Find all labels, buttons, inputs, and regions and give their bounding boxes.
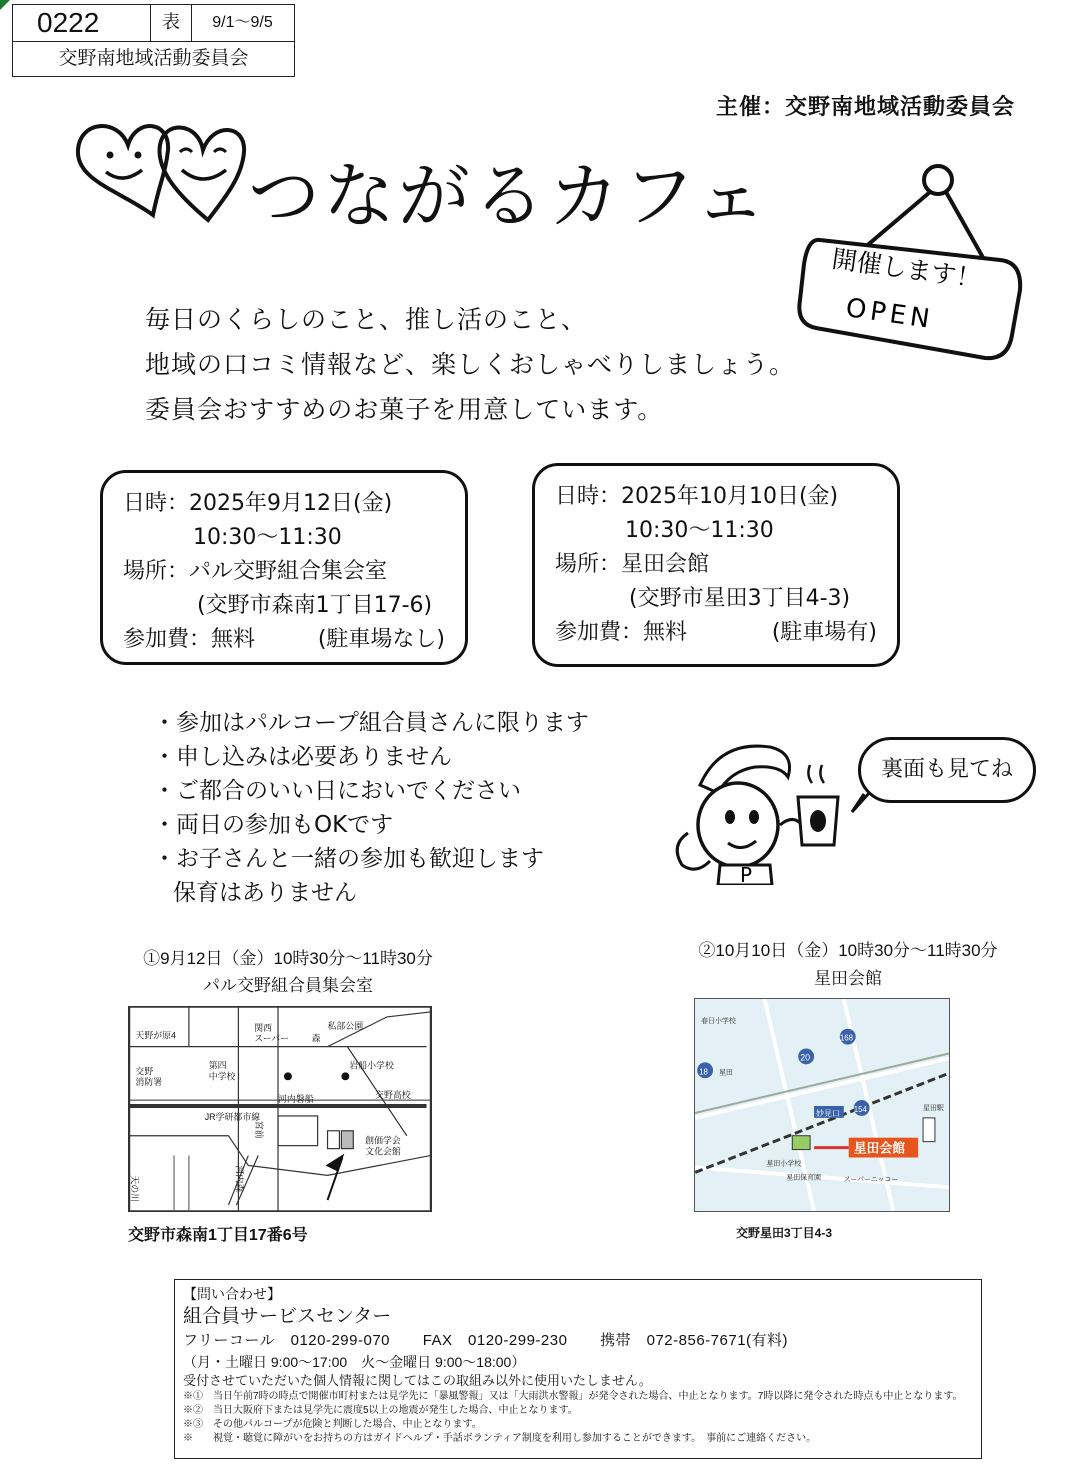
note-item: ・お子さんと一緒の参加も歓迎します <box>153 846 544 872</box>
footnote: ※② 当日大阪府下または見学先に震度5以上の地震が発生した場合、中止となります。 <box>183 1405 578 1416</box>
footnote: ※ 視覚・聴覚に障がいをお持ちの方はガイドヘルプ・手話ボランティア制度を利用し参加することができます。 事前にご連絡ください。 <box>183 1433 817 1444</box>
map2-place-caption: 星田会館 <box>814 969 882 988</box>
map1-label: 宮前 <box>254 1120 265 1139</box>
map2-route: 20 <box>800 1052 811 1063</box>
map2-label: 妙見口 <box>816 1108 840 1118</box>
intro-line-2: 地域の口コミ情報など、楽しくおしゃべりしましょう。 <box>145 350 796 379</box>
map2-address: 交野星田3丁目4-3 <box>735 1226 833 1240</box>
free-call-number: フリーコール 0120-299-070 <box>183 1332 391 1349</box>
header-code-box <box>12 4 295 77</box>
event-box-2 <box>532 463 900 667</box>
right-heart-icon <box>160 128 245 220</box>
event1-place: 場所：パル交野組合集会室 <box>123 559 388 584</box>
contact-center-name: 組合員サービスセンター <box>183 1306 392 1327</box>
map1-date-caption: ①9月12日（金）10時30分～11時30分 <box>143 949 433 968</box>
sign-text-1: 開催します！ <box>830 244 983 294</box>
event1-address: (交野市森南1丁目17-6) <box>197 593 433 618</box>
map1-label: 岩船小学校 <box>349 1060 394 1071</box>
speech-tail <box>846 790 876 816</box>
map2-date-caption: ②10月10日（金）10時30分～11時30分 <box>698 941 998 960</box>
map2-label: 春日小学校 <box>701 1017 736 1025</box>
map1-label: 創価学会 <box>365 1135 401 1146</box>
privacy-notice: 受付させていただいた個人情報に関してはこの取組み以外に使用いたしません。 <box>183 1373 652 1388</box>
committee-name: 交野南地域活動委員会 <box>58 47 249 69</box>
map2-venue-label: 星田会館 <box>853 1140 906 1156</box>
map1-label: 第四 <box>208 1060 227 1071</box>
map2-label: 星田駅 <box>923 1104 944 1112</box>
map1-label: 文化会館 <box>365 1146 401 1157</box>
event2-place: 場所：星田会館 <box>555 552 710 577</box>
event1-fee-row <box>123 623 445 657</box>
contact-phones <box>183 1330 973 1352</box>
event2-time: 10:30～11:30 <box>625 518 774 543</box>
fax-number: FAX 0120-299-230 <box>422 1332 568 1349</box>
svg-text:P: P <box>740 863 753 885</box>
map-1 <box>128 1006 432 1212</box>
footnote: ※① 当日午前7時の時点で開催市町村または見学先に「暴風警報」又は「大雨洪水警報」が発令された場合、中止となります。7時以降に発令された時点も中止となります。 <box>183 1391 963 1402</box>
speech-bubble: 裏面も見てね <box>858 737 1036 803</box>
corner-mark <box>0 0 10 10</box>
map1-label: 私部公園 <box>327 1020 364 1031</box>
left-heart-icon <box>78 126 168 215</box>
map2-label: スーパーニッコー <box>843 1176 899 1184</box>
header-row <box>13 5 294 42</box>
map1-label: 天野が原4 <box>135 1030 177 1041</box>
title: つながるカフェ <box>248 154 770 238</box>
map1-label: 森 <box>311 1033 321 1044</box>
map1-place-caption: パル交野組合員集会室 <box>203 976 373 995</box>
note-item: ・両日の参加もOKです <box>153 812 394 838</box>
map1-label: 中学校 <box>208 1071 236 1082</box>
map1-label: 消防署 <box>135 1077 163 1088</box>
event2-fee: 参加費：無料 <box>555 620 688 645</box>
intro-text <box>145 297 795 432</box>
map2-route: 154 <box>853 1104 867 1114</box>
event2-parking: (駐車場有) <box>771 620 877 645</box>
event2-date: 日時：2025年10月10日(金) <box>555 484 839 509</box>
map1-label: JR学研都市線 <box>204 1111 261 1122</box>
note-item: ・ご都合のいい日においでください <box>153 778 521 804</box>
event2-address: (交野市星田3丁目4-3) <box>629 586 851 611</box>
map1-label: 天の川 <box>129 1175 140 1203</box>
open-sign <box>790 160 1040 370</box>
footnote: ※③ その他パルコープが危険と判断した場合、中止となります。 <box>183 1419 482 1430</box>
contact-hours: （月・土曜日 9:00～17:00 火～金曜日 9:00～18:00） <box>183 1354 526 1370</box>
event2-fee-row <box>555 616 877 650</box>
flyer-code: 0222 <box>13 5 151 41</box>
mascot-character <box>660 735 850 885</box>
note-item: ・申し込みは必要ありません <box>153 744 452 770</box>
flyer-side: 表 <box>151 5 192 41</box>
map1-address: 交野市森南1丁目17番6号 <box>128 1227 308 1244</box>
sign-text-2: OPEN <box>843 293 936 336</box>
map-2 <box>694 998 950 1212</box>
map1-label: スーパー <box>254 1033 290 1044</box>
notes-list <box>153 706 589 910</box>
map1-label: 河内磐船 <box>278 1094 314 1105</box>
intro-line-1: 毎日のくらしのこと、推し活のこと、 <box>145 305 588 334</box>
mobile-number: 携帯 072-856-7671(有料) <box>600 1332 789 1349</box>
intro-line-3: 委員会おすすめのお菓子を用意しています。 <box>145 395 664 424</box>
map2-label: 星田 <box>718 1069 733 1077</box>
contact-box <box>174 1279 982 1459</box>
event1-fee: 参加費：無料 <box>123 627 256 652</box>
map1-label: 河内森 <box>234 1165 245 1193</box>
map2-label: 星田保育園 <box>786 1174 821 1182</box>
map2-label: 星田小学校 <box>766 1160 802 1168</box>
event-box-1 <box>100 470 468 665</box>
map2-route: 18 <box>699 1067 708 1077</box>
map1-label: 関西 <box>254 1022 273 1033</box>
map1-label: 交野高校 <box>375 1090 411 1101</box>
event1-time: 10:30～11:30 <box>193 525 342 550</box>
note-item-continued: 保育はありません <box>173 880 357 906</box>
map1-label: 交野 <box>135 1066 154 1077</box>
contact-heading: 【問い合わせ】 <box>183 1286 281 1302</box>
map2-route: 168 <box>839 1033 854 1043</box>
distribution-date: 9/1～9/5 <box>212 14 273 31</box>
event1-date: 日時：2025年9月12日(金) <box>123 491 393 516</box>
hearts-logo <box>58 110 248 225</box>
note-item: ・参加はパルコープ組合員さんに限ります <box>153 710 589 736</box>
event1-parking: (駐車場なし) <box>317 627 445 652</box>
organizer: 主催：交野南地域活動委員会 <box>716 95 1016 120</box>
